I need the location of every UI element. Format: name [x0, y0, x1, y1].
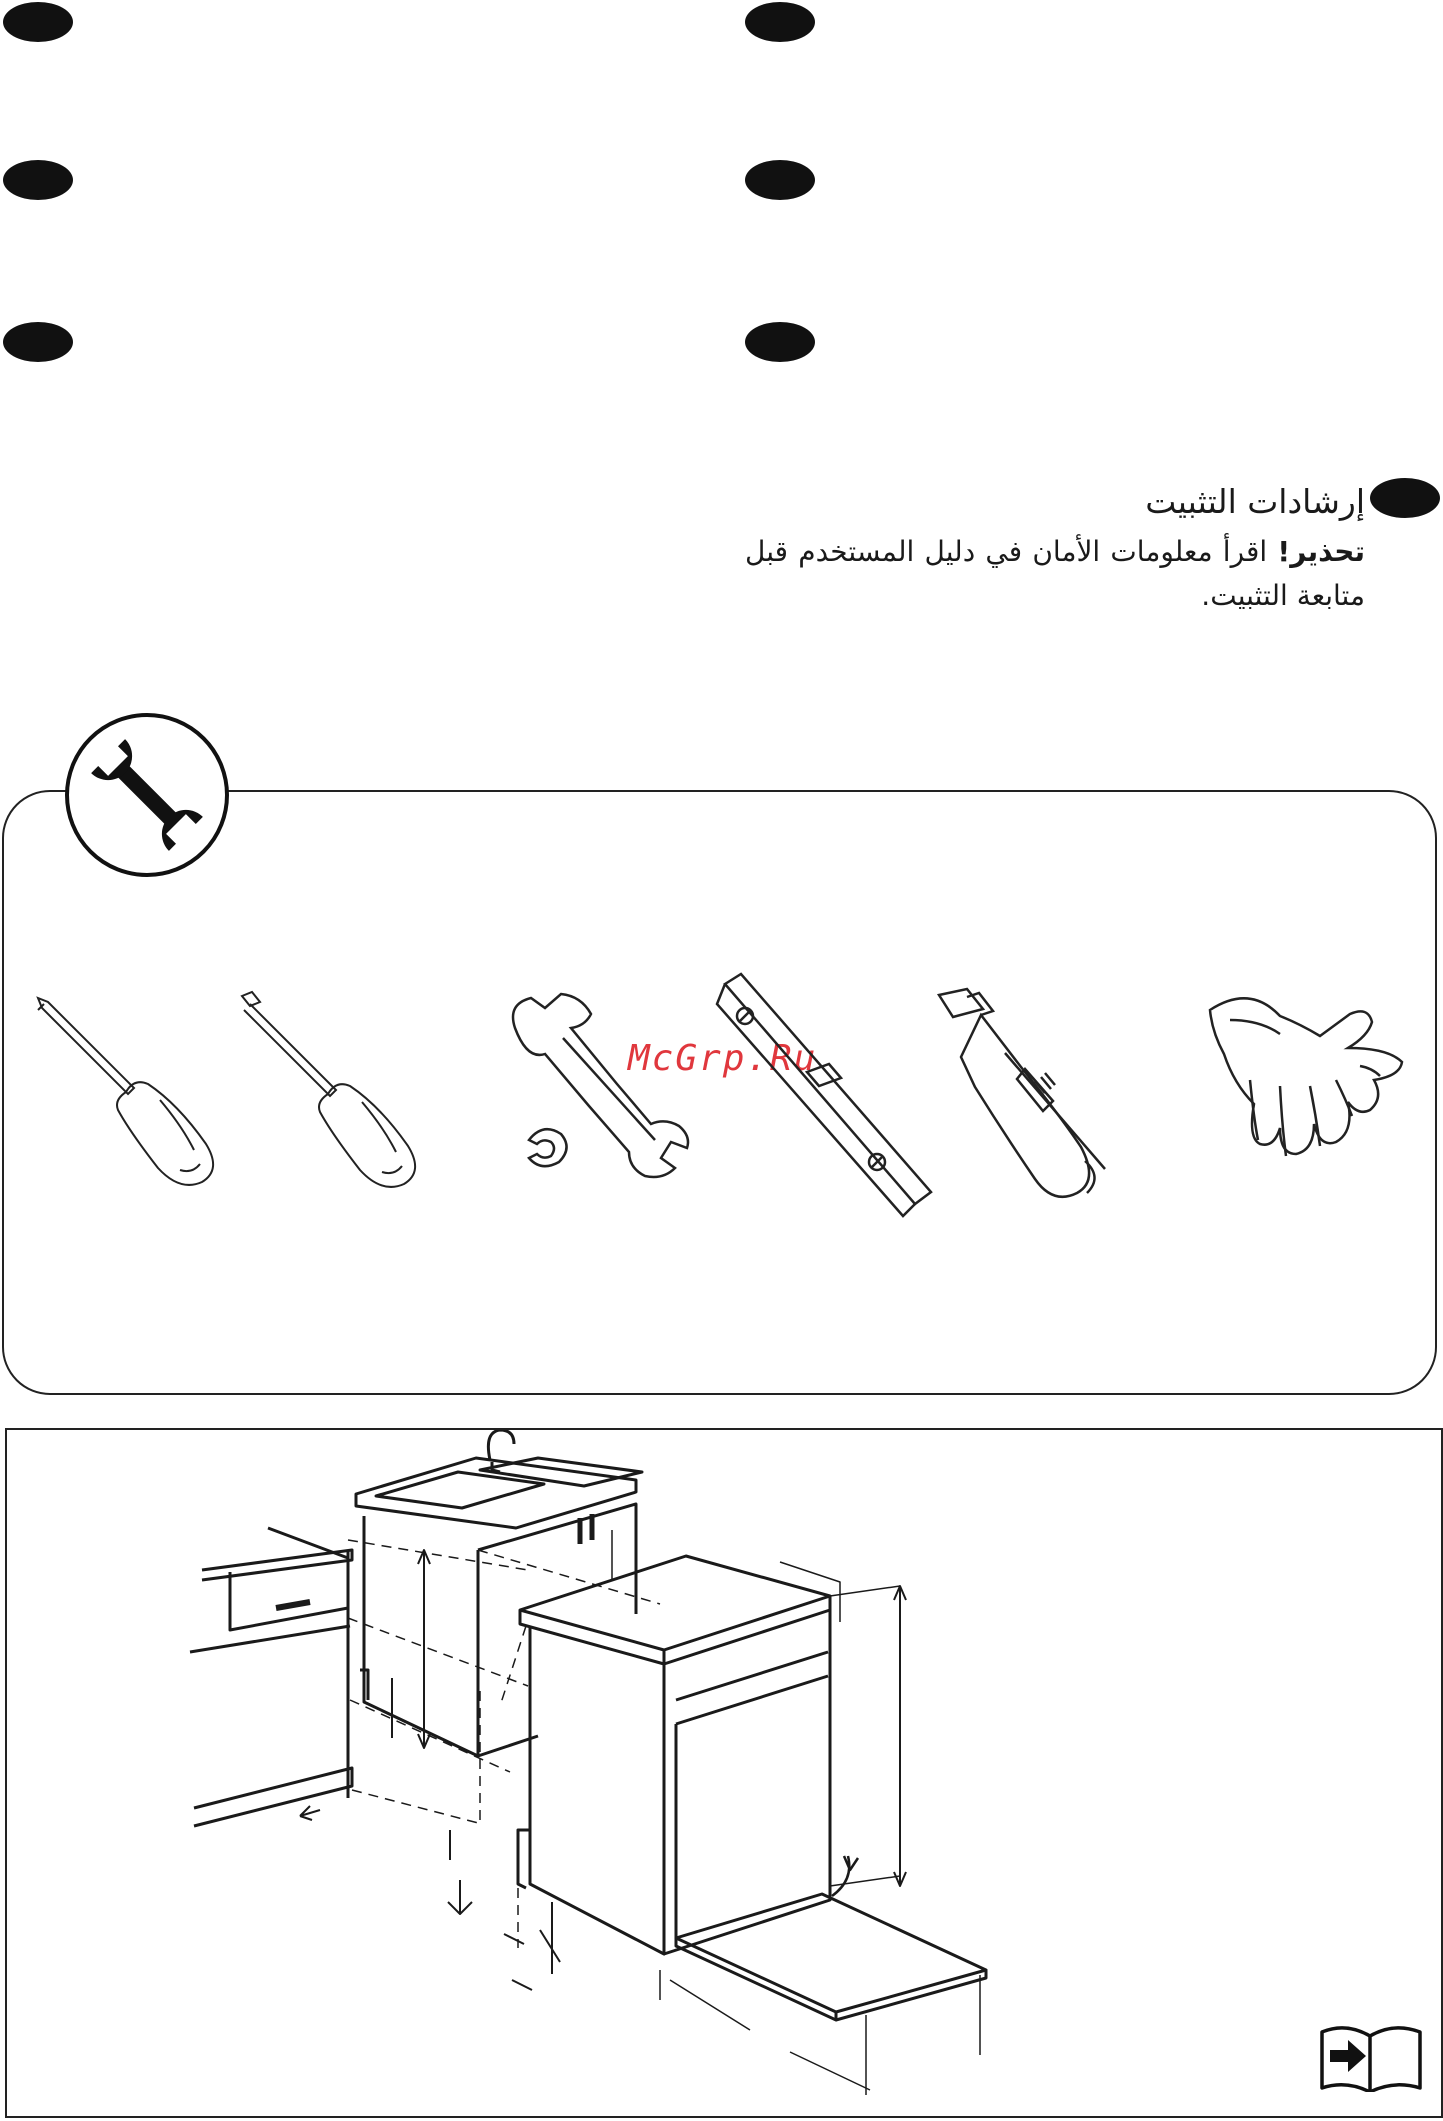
- phillips-screwdriver-icon: [30, 990, 240, 1200]
- warning-paragraph: [745, 530, 1365, 618]
- language-badge: [3, 2, 73, 42]
- section-title: إرشادات التثبيت: [1145, 482, 1365, 521]
- language-badge: [745, 160, 815, 200]
- flat-screwdriver-icon: [238, 990, 448, 1200]
- language-badge: [3, 160, 73, 200]
- work-gloves-icon: [1190, 990, 1420, 1200]
- open-end-wrench-icon: [505, 990, 725, 1190]
- wrench-icon: [62, 710, 232, 880]
- warning-label: تحذير!: [1277, 535, 1365, 568]
- utility-knife-icon: [935, 985, 1155, 1200]
- language-badge: [3, 322, 73, 362]
- language-badge: [745, 322, 815, 362]
- see-manual-book-icon: [1318, 2020, 1424, 2092]
- spirit-level-icon: [705, 970, 945, 1220]
- language-badge-arabic: [1370, 478, 1440, 518]
- watermark: McGrp.Ru: [628, 1038, 818, 1079]
- dishwasher-installation-illustration: [180, 1430, 1040, 2110]
- language-badge: [745, 2, 815, 42]
- warning-text: اقرأ معلومات الأمان في دليل المستخدم قبل متابعة التثبيت.: [745, 535, 1365, 612]
